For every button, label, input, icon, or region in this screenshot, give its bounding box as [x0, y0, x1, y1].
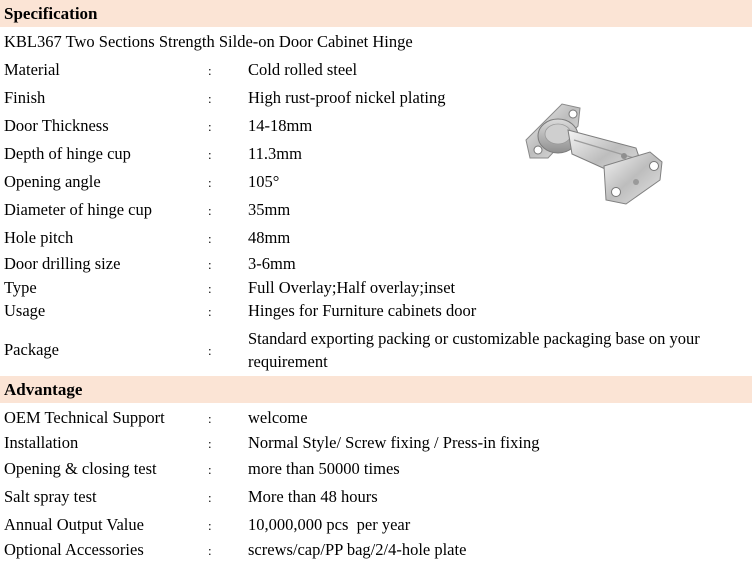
separator: : [208, 175, 212, 190]
spec-value: Standard exporting packing or customizable packaging base on your requirement [248, 329, 700, 371]
adv-label: Salt spray test [4, 487, 97, 506]
spec-value: 35mm [248, 200, 291, 219]
separator: : [208, 119, 212, 134]
adv-label: Annual Output Value [4, 515, 144, 534]
spec-value: Cold rolled steel [248, 60, 358, 79]
separator: : [208, 203, 212, 218]
spec-value: Full Overlay;Half overlay;inset [248, 278, 456, 297]
separator: : [208, 231, 212, 246]
specification-header: Specification [0, 0, 752, 27]
adv-value: More than 48 hours [248, 487, 378, 506]
spec-label: Finish [4, 88, 46, 107]
separator: : [208, 490, 212, 505]
separator: : [208, 518, 212, 533]
spec-label: Package [4, 340, 59, 359]
separator: : [208, 147, 212, 162]
adv-value: welcome [248, 408, 308, 427]
separator: : [208, 63, 212, 78]
spec-label: Opening angle [4, 172, 101, 191]
adv-value: Normal Style/ Screw fixing / Press-in fixing [248, 433, 540, 452]
cabinet-hinge-icon [518, 96, 668, 216]
adv-label: OEM Technical Support [4, 408, 165, 427]
spec-value: 14-18mm [248, 116, 313, 135]
adv-value: more than 50000 times [248, 459, 400, 478]
spec-value: 105° [248, 172, 280, 191]
product-title: KBL367 Two Sections Strength Silde-on Door Cabinet Hinge [4, 32, 413, 51]
spec-label: Door Thickness [4, 116, 109, 135]
spec-label: Diameter of hinge cup [4, 200, 152, 219]
spec-label: Type [4, 278, 37, 297]
separator: : [208, 543, 212, 558]
separator: : [208, 281, 212, 296]
adv-value: 10,000,000 pcs per year [248, 515, 411, 534]
spec-label: Material [4, 60, 60, 79]
spec-label: Hole pitch [4, 228, 74, 247]
spec-value: 48mm [248, 228, 291, 247]
spec-value: Hinges for Furniture cabinets door [248, 301, 477, 320]
spec-label: Usage [4, 301, 46, 320]
adv-label: Installation [4, 433, 79, 452]
spec-value: 11.3mm [248, 144, 302, 163]
spec-label: Door drilling size [4, 254, 121, 273]
separator: : [208, 304, 212, 319]
separator: : [208, 343, 212, 358]
separator: : [208, 462, 212, 477]
spec-label: Depth of hinge cup [4, 144, 131, 163]
separator: : [208, 411, 212, 426]
separator: : [208, 91, 212, 106]
adv-value: screws/cap/PP bag/2/4-hole plate [248, 540, 467, 559]
separator: : [208, 436, 212, 451]
adv-label: Opening & closing test [4, 459, 157, 478]
adv-label: Optional Accessories [4, 540, 144, 559]
spec-value: 3-6mm [248, 254, 296, 273]
advantage-header: Advantage [0, 376, 752, 403]
separator: : [208, 257, 212, 272]
spec-value: High rust-proof nickel plating [248, 88, 446, 107]
